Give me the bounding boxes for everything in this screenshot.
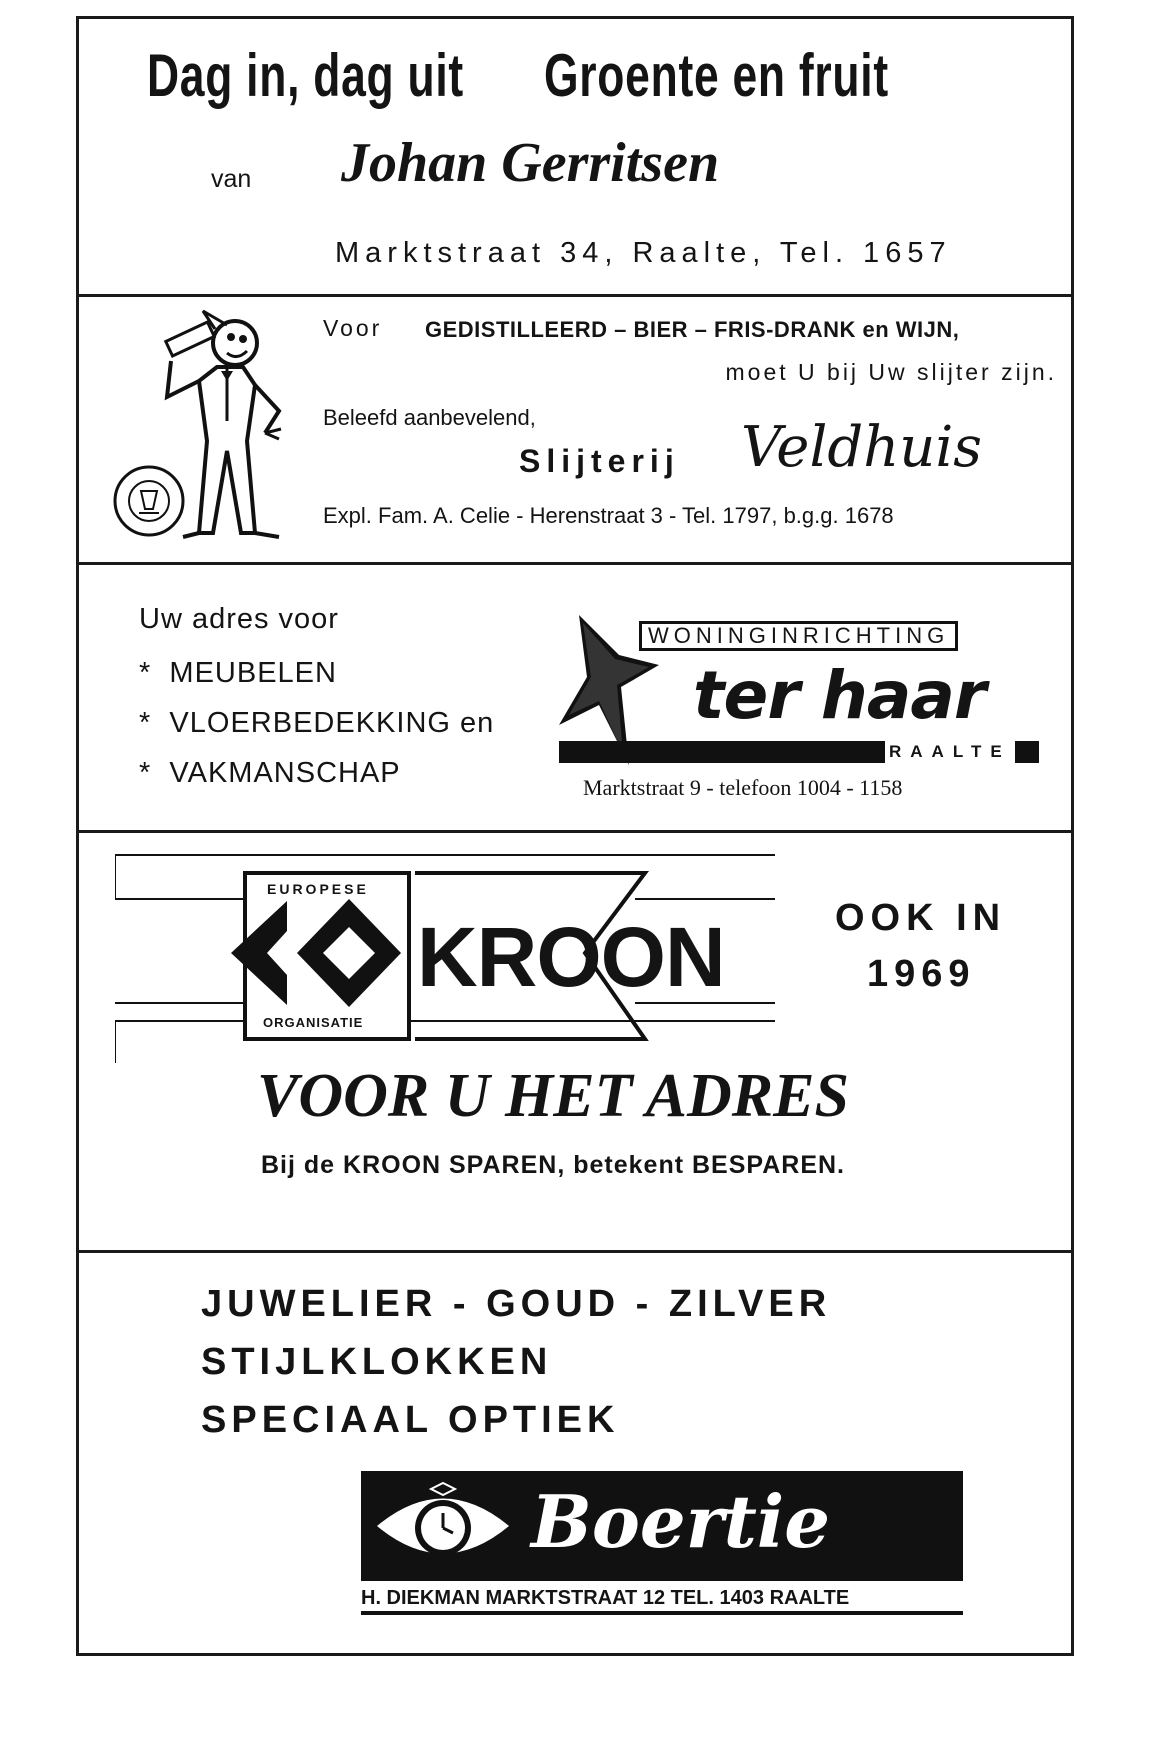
voor-label: Voor — [323, 315, 383, 341]
logo-bottom-text: ORGANISATIE — [263, 1015, 364, 1030]
year-label: 1969 — [867, 953, 976, 995]
address: Marktstraat 34, Raalte, Tel. 1657 — [335, 237, 952, 269]
intro-line: Uw adres voor — [139, 603, 339, 635]
item-meubelen: * MEUBELEN — [139, 657, 337, 689]
ad-boertie — [79, 1253, 1071, 1653]
ad-kroon — [79, 833, 1071, 1253]
services-line-3: SPECIAAL OPTIEK — [201, 1399, 620, 1441]
logo-top-text: EUROPESE — [267, 881, 369, 897]
shop-name: Veldhuis — [741, 415, 982, 480]
brand-name: ter haar — [693, 657, 986, 734]
products-line: GEDISTILLEERD – BIER – FRIS-DRANK en WIJN, — [425, 317, 960, 342]
item-vakmanschap: * VAKMANSCHAP — [139, 757, 401, 789]
tagline: Bij de KROON SPAREN, betekent BESPAREN. — [261, 1151, 845, 1179]
brand-name: Boertie — [531, 1479, 831, 1564]
greeting: Beleefd aanbevelend, — [323, 405, 536, 430]
ook-in-label: OOK IN — [835, 897, 1007, 939]
address: Marktstraat 9 - telefoon 1004 - 1158 — [583, 775, 903, 800]
owner-name: Johan Gerritsen — [341, 132, 720, 194]
shop-label: Slijterij — [519, 443, 680, 479]
headline-left: Dag in, dag uit — [147, 42, 464, 109]
slijter-line: moet U bij Uw slijter zijn. — [725, 359, 1057, 385]
ad-gerritsen — [79, 19, 1071, 297]
eye-clock-icon — [373, 1481, 513, 1571]
services-line-2: STIJLKLOKKEN — [201, 1341, 553, 1383]
ad-terhaar — [79, 565, 1071, 833]
brand-banner — [361, 1471, 963, 1581]
advertisement-page — [76, 16, 1074, 1656]
services-line-1: JUWELIER - GOUD - ZILVER — [201, 1283, 832, 1325]
item-vloerbedekking: * VLOERBEDEKKING en — [139, 707, 495, 739]
town-label: RAALTE — [885, 741, 1015, 763]
headline-right: Groente en fruit — [544, 42, 889, 109]
slogan: VOOR U HET ADRES — [257, 1062, 849, 1130]
ad-veldhuis — [79, 297, 1071, 565]
footer-line: H. DIEKMAN MARKTSTRAAT 12 TEL. 1403 RAALTE — [361, 1585, 963, 1615]
footer-line: Expl. Fam. A. Celie - Herenstraat 3 - Tel. 1797, b.g.g. 1678 — [323, 503, 894, 528]
logo-word: KROON — [417, 910, 725, 1004]
prefix-van: van — [211, 165, 252, 193]
category-box: WONINGINRICHTING — [639, 621, 958, 651]
bartender-illustration — [103, 301, 313, 559]
